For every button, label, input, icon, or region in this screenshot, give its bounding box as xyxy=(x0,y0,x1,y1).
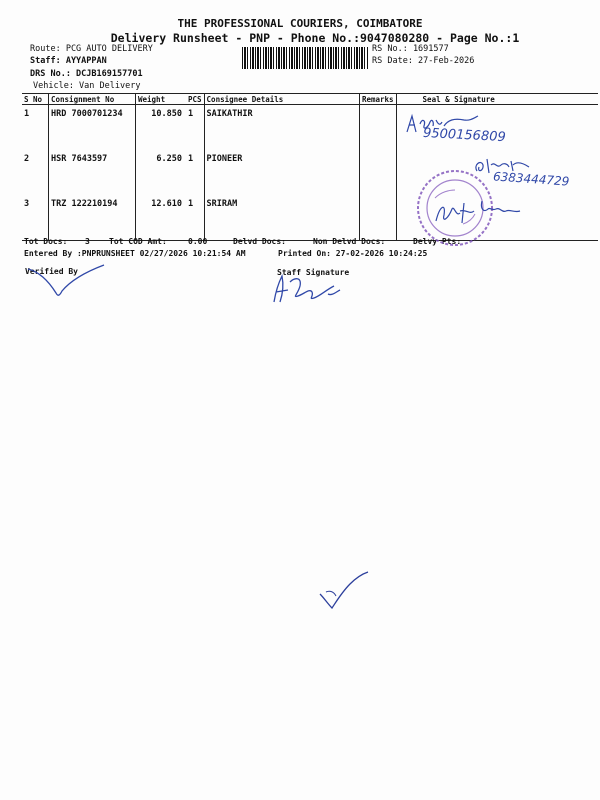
verified-signature xyxy=(28,263,108,303)
row-consignee: PIONEER xyxy=(204,150,359,195)
row-pcs: 1 xyxy=(188,150,204,195)
verified-by-label: Verified By xyxy=(25,267,78,276)
company-title: THE PROFESSIONAL COURIERS, COIMBATORE xyxy=(177,17,423,30)
col-sno: S No xyxy=(22,94,49,105)
tot-cod-value: 0.00 xyxy=(188,237,208,246)
tot-docs-value: 3 xyxy=(85,237,90,246)
vehicle-text: Vehicle: Van Delivery xyxy=(33,81,141,91)
route-text: Route: PCG AUTO DELIVERY xyxy=(30,44,153,54)
delvd-docs-label: Delvd Docs: xyxy=(233,237,286,246)
row-consignment: HRD 7000701234 xyxy=(49,105,136,151)
tot-cod-label: Tot COD Amt: xyxy=(109,237,167,246)
rs-date: RS Date: 27-Feb-2026 xyxy=(372,56,475,66)
row-weight: 12.610 xyxy=(136,195,189,241)
row-consignee: SRIRAM xyxy=(204,195,359,241)
col-remarks: Remarks xyxy=(359,94,396,105)
signature-row-3 xyxy=(430,195,530,229)
col-weight: Weight xyxy=(136,94,189,105)
row-pcs: 1 xyxy=(188,105,204,151)
col-pcs: PCS xyxy=(188,94,204,105)
barcode-image xyxy=(242,47,368,69)
handwritten-phone-1: 9500156809 xyxy=(422,125,507,146)
col-consignee: Consignee Details xyxy=(204,94,359,105)
row-consignment: TRZ 122210194 xyxy=(49,195,136,241)
row-sno: 3 xyxy=(22,195,49,241)
row-remarks xyxy=(359,150,396,195)
printed-on: Printed On: 27-02-2026 10:24:25 xyxy=(278,249,428,258)
row-remarks xyxy=(359,195,396,241)
staff-text: Staff: AYYAPPAN xyxy=(30,56,107,66)
entered-by: Entered By :PNPRUNSHEET 02/27/2026 10:21:54 AM xyxy=(24,249,246,258)
table-header-row xyxy=(22,94,598,105)
drs-number: DRS No.: DCJB169157701 xyxy=(30,69,143,79)
runsheet-subtitle: Delivery Runsheet - PNP - Phone No.:9047080280 - Page No.:1 xyxy=(110,31,520,45)
rs-number: RS No.: 1691577 xyxy=(372,44,449,54)
row-sno: 1 xyxy=(22,105,49,151)
delvy-pts-label: Delvy Pts: xyxy=(413,237,462,246)
row-consignee: SAIKATHIR xyxy=(204,105,359,151)
tot-docs-label: Tot Docs: xyxy=(24,237,68,246)
table-row xyxy=(22,105,598,151)
row-consignment: HSR 7643597 xyxy=(49,150,136,195)
staff-signature-label: Staff Signature xyxy=(277,268,350,277)
row-sno: 2 xyxy=(22,150,49,195)
row-pcs: 1 xyxy=(188,195,204,241)
row-weight: 6.250 xyxy=(156,154,182,164)
col-consignment: Consignment No xyxy=(49,94,136,105)
row-remarks xyxy=(359,105,396,151)
handwritten-phone-2: 6383444729 xyxy=(492,169,570,189)
signature-row-1 xyxy=(404,112,484,136)
checkmark-icon xyxy=(320,572,370,612)
col-seal-signature: Seal & Signature xyxy=(396,94,598,105)
row-weight: 10.850 xyxy=(151,109,182,119)
non-delvd-docs-label: Non Delvd Docs: xyxy=(313,237,386,246)
staff-signature xyxy=(268,272,348,308)
